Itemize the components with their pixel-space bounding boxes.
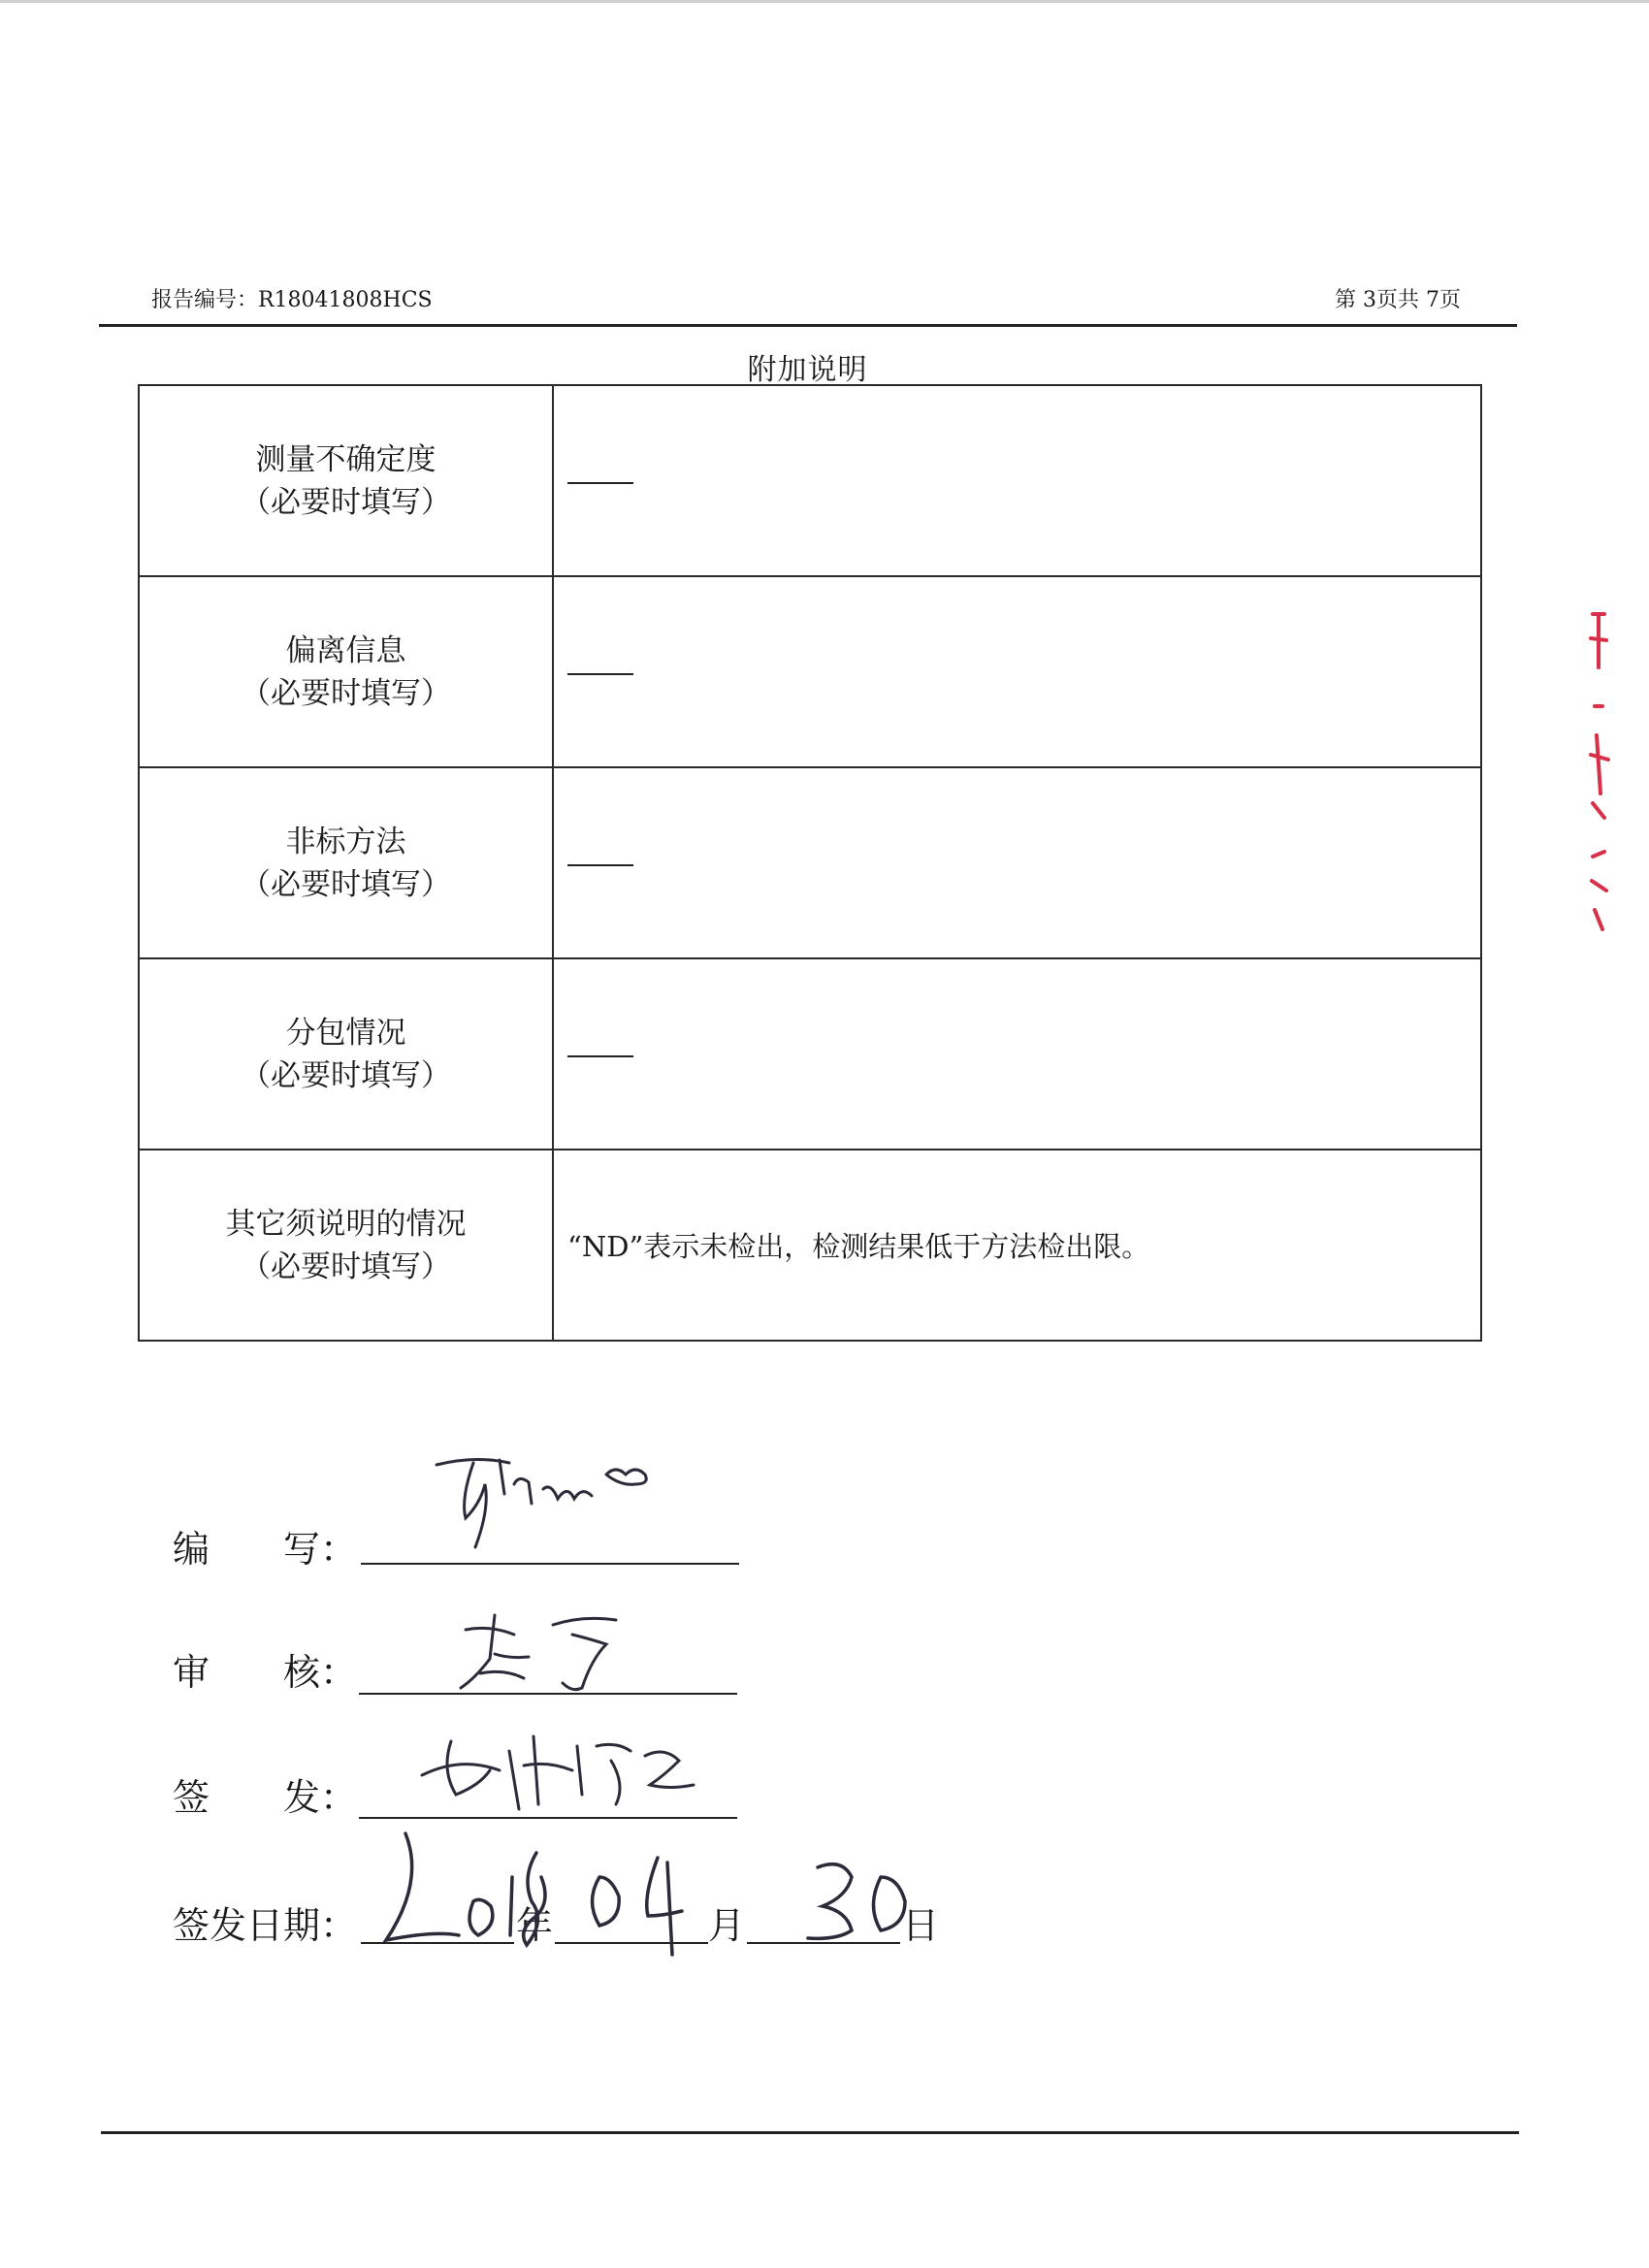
official-seal-fragment xyxy=(1587,609,1610,934)
row-value-cell xyxy=(553,1150,1481,1341)
day-suffix: 日 xyxy=(902,1904,940,1947)
row-label-cell xyxy=(139,767,553,958)
issue-date-label: 签发日期： xyxy=(173,1904,358,1947)
row-label: 测量不确定度 xyxy=(255,441,436,477)
writer-signature xyxy=(407,1445,698,1567)
nd-note: “ND”表示未检出，检测结果低于方法检出限。 xyxy=(567,1230,1150,1263)
row-label-cell xyxy=(139,385,553,576)
table-row xyxy=(139,958,1481,1150)
row-label: 偏离信息 xyxy=(285,632,406,668)
row-label-cell xyxy=(139,1150,553,1341)
section-title: 附加说明 xyxy=(747,353,868,387)
table-row xyxy=(139,576,1481,767)
issuer-signature xyxy=(403,1717,732,1829)
row-value-cell xyxy=(553,958,1481,1150)
header-rule xyxy=(99,324,1517,327)
row-note: （必要时填写） xyxy=(241,1248,451,1284)
row-note: （必要时填写） xyxy=(241,675,451,711)
empty-dash xyxy=(567,864,633,866)
row-label-cell xyxy=(139,576,553,767)
additional-notes-table xyxy=(138,384,1482,1342)
row-note: （必要时填写） xyxy=(241,1057,451,1093)
table-row xyxy=(139,767,1481,958)
table-row xyxy=(139,1150,1481,1341)
empty-dash xyxy=(567,1055,633,1057)
issuer-label: 签 发： xyxy=(173,1776,358,1819)
row-label: 其它须说明的情况 xyxy=(225,1206,467,1242)
report-number: 报告编号：R18041808HCS xyxy=(151,288,433,312)
month-suffix: 月 xyxy=(708,1904,746,1947)
year-suffix: 年 xyxy=(516,1904,554,1947)
reviewer-label: 审 核： xyxy=(173,1651,358,1694)
row-label: 非标方法 xyxy=(285,824,406,859)
row-label: 分包情况 xyxy=(285,1015,406,1051)
row-value-cell xyxy=(553,385,1481,576)
writer-label: 编 写： xyxy=(173,1528,358,1571)
row-value-cell xyxy=(553,576,1481,767)
page-header xyxy=(151,283,1461,318)
row-note: （必要时填写） xyxy=(241,484,451,520)
table-row xyxy=(139,385,1481,576)
row-note: （必要时填写） xyxy=(241,866,451,902)
issue-date-handwriting[interactable] xyxy=(367,1824,949,1969)
empty-dash xyxy=(567,673,633,675)
footer-rule xyxy=(101,2131,1519,2134)
row-value-cell xyxy=(553,767,1481,958)
scan-top-edge xyxy=(0,0,1649,3)
reviewer-signature xyxy=(436,1601,689,1707)
row-label-cell xyxy=(139,958,553,1150)
empty-dash xyxy=(567,482,633,484)
page-number: 第 3页共 7页 xyxy=(1335,288,1461,312)
